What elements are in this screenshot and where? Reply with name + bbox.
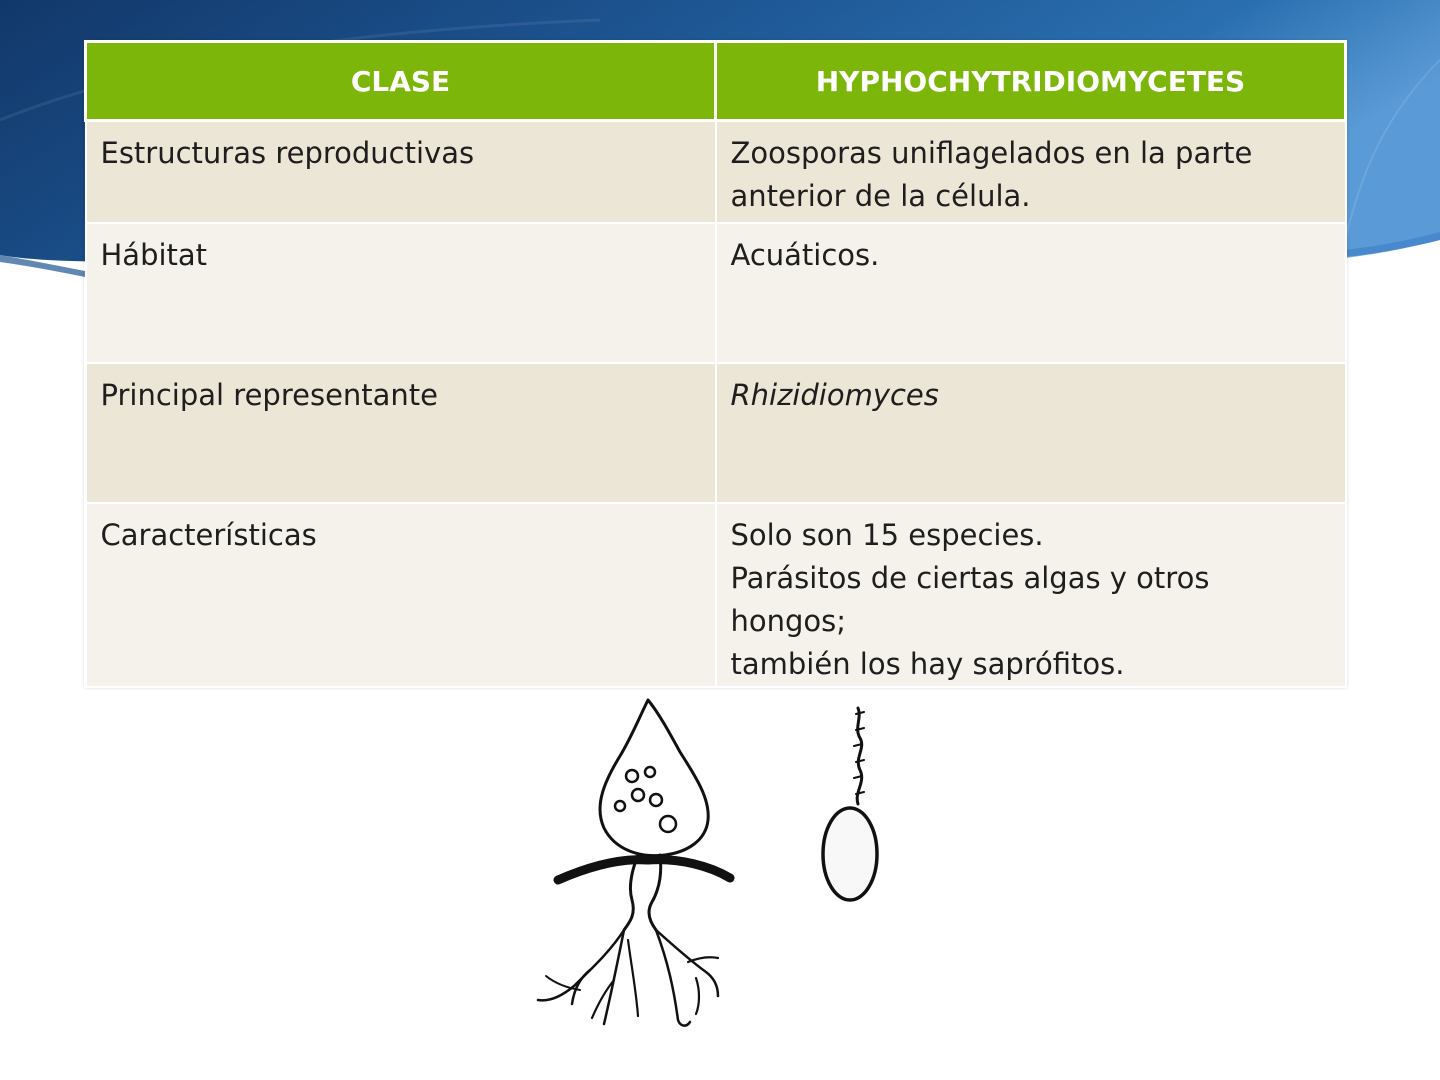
value-line: Rhizidiomyces (730, 378, 939, 412)
value-line: Solo son 15 especies. (730, 518, 1044, 552)
row-value (716, 363, 1346, 503)
row-label: Características (86, 503, 716, 687)
organism-illustration (520, 690, 900, 1050)
value-line: anterior de la célula. (730, 179, 1031, 213)
row-value (716, 223, 1346, 363)
value-line: Acuáticos. (730, 238, 880, 272)
row-value (716, 503, 1346, 687)
header-class-name: HYPHOCHYTRIDIOMYCETES (716, 42, 1346, 121)
uniflagellate-zoospore-drawing-icon (823, 708, 877, 900)
rhizidiomyces-thallus-drawing-icon (538, 700, 730, 1026)
row-label: Principal representante (86, 363, 716, 503)
value-line: también los hay saprófitos. (730, 647, 1125, 681)
classification-table (84, 40, 1347, 688)
row-value (716, 121, 1346, 224)
value-line: Parásitos de ciertas algas y otros hongos; (730, 561, 1210, 638)
table-row (86, 363, 1346, 503)
value-line: Zoosporas uniflagelados en la parte (730, 136, 1253, 170)
row-label: Hábitat (86, 223, 716, 363)
table-header-row (86, 42, 1346, 121)
table-row (86, 223, 1346, 363)
row-label: Estructuras reproductivas (86, 121, 716, 224)
header-clase: CLASE (86, 42, 716, 121)
table-row (86, 121, 1346, 224)
table-row (86, 503, 1346, 687)
